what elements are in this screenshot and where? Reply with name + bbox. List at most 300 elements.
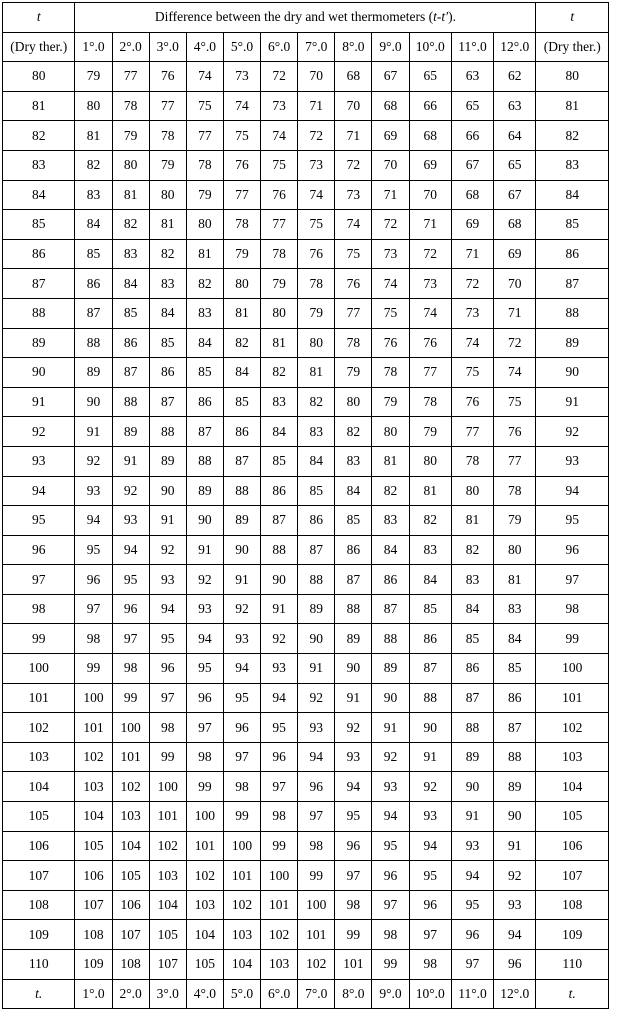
dew-value-cell: 83 — [409, 535, 451, 565]
header-diff-11: 11°.0 — [451, 32, 493, 62]
dew-value-cell: 85 — [298, 476, 335, 506]
dew-value-cell: 88 — [372, 624, 409, 654]
dew-value-cell: 92 — [223, 594, 260, 624]
table-row — [3, 269, 609, 299]
dew-value-cell: 65 — [494, 150, 536, 180]
dry-temp-left: 95 — [3, 506, 75, 536]
dew-value-cell: 81 — [223, 298, 260, 328]
dew-value-cell: 88 — [409, 683, 451, 713]
dew-value-cell: 78 — [112, 91, 149, 121]
dew-value-cell: 109 — [75, 950, 112, 980]
dew-value-cell: 85 — [186, 358, 223, 388]
dew-value-cell: 76 — [451, 387, 493, 417]
dew-value-cell: 72 — [261, 62, 298, 92]
dew-value-cell: 97 — [409, 920, 451, 950]
dry-temp-left: 98 — [3, 594, 75, 624]
dew-value-cell: 83 — [186, 298, 223, 328]
dry-temp-right: 104 — [536, 772, 609, 802]
dry-temp-left: 84 — [3, 180, 75, 210]
dew-value-cell: 83 — [335, 446, 372, 476]
dew-value-cell: 97 — [335, 861, 372, 891]
dew-value-cell: 107 — [112, 920, 149, 950]
dew-value-cell: 98 — [261, 802, 298, 832]
dew-value-cell: 75 — [261, 150, 298, 180]
table-row — [3, 358, 609, 388]
table-row — [3, 387, 609, 417]
dry-temp-right: 102 — [536, 713, 609, 743]
dew-value-cell: 70 — [298, 62, 335, 92]
dew-value-cell: 88 — [451, 713, 493, 743]
dew-value-cell: 100 — [186, 802, 223, 832]
dew-value-cell: 103 — [149, 861, 186, 891]
dew-value-cell: 96 — [494, 950, 536, 980]
dry-ther-label-left: (Dry ther.) — [3, 32, 75, 62]
dew-value-cell: 77 — [335, 298, 372, 328]
dew-value-cell: 100 — [223, 831, 260, 861]
dew-value-cell: 80 — [261, 298, 298, 328]
dew-value-cell: 63 — [494, 91, 536, 121]
dew-value-cell: 82 — [409, 506, 451, 536]
dew-value-cell: 93 — [335, 742, 372, 772]
dew-value-cell: 94 — [149, 594, 186, 624]
dry-temp-right: 86 — [536, 239, 609, 269]
dew-value-cell: 75 — [451, 358, 493, 388]
dew-value-cell: 90 — [298, 624, 335, 654]
dry-temp-right: 84 — [536, 180, 609, 210]
dew-value-cell: 87 — [261, 506, 298, 536]
dew-value-cell: 94 — [261, 683, 298, 713]
dew-value-cell: 92 — [372, 742, 409, 772]
dew-value-cell: 107 — [149, 950, 186, 980]
dew-value-cell: 86 — [261, 476, 298, 506]
dew-value-cell: 69 — [494, 239, 536, 269]
dew-value-cell: 68 — [451, 180, 493, 210]
dew-value-cell: 98 — [186, 742, 223, 772]
dew-value-cell: 82 — [223, 328, 260, 358]
dew-value-cell: 67 — [372, 62, 409, 92]
dew-value-cell: 85 — [451, 624, 493, 654]
dry-temp-left: 91 — [3, 387, 75, 417]
dew-value-cell: 89 — [451, 742, 493, 772]
dew-value-cell: 79 — [112, 121, 149, 151]
dew-value-cell: 76 — [409, 328, 451, 358]
dry-temp-left: 99 — [3, 624, 75, 654]
dew-value-cell: 76 — [298, 239, 335, 269]
dew-value-cell: 78 — [494, 476, 536, 506]
dry-temp-left: 93 — [3, 446, 75, 476]
dew-value-cell: 85 — [494, 654, 536, 684]
dew-value-cell: 96 — [149, 654, 186, 684]
dew-value-cell: 96 — [186, 683, 223, 713]
footer-diff-2: 2°.0 — [112, 979, 149, 1009]
dry-temp-right: 108 — [536, 890, 609, 920]
dew-value-cell: 103 — [223, 920, 260, 950]
dew-value-cell: 85 — [409, 594, 451, 624]
dew-value-cell: 96 — [451, 920, 493, 950]
dry-temp-left: 103 — [3, 742, 75, 772]
dew-value-cell: 91 — [186, 535, 223, 565]
dew-value-cell: 83 — [451, 565, 493, 595]
dew-value-cell: 101 — [335, 950, 372, 980]
dew-value-cell: 101 — [149, 802, 186, 832]
table-row — [3, 565, 609, 595]
dew-value-cell: 104 — [149, 890, 186, 920]
dew-value-cell: 74 — [261, 121, 298, 151]
dew-value-cell: 81 — [149, 210, 186, 240]
dew-value-cell: 84 — [75, 210, 112, 240]
dew-value-cell: 98 — [223, 772, 260, 802]
dry-temp-left: 81 — [3, 91, 75, 121]
dew-value-cell: 65 — [451, 91, 493, 121]
table-row — [3, 180, 609, 210]
dew-value-cell: 99 — [223, 802, 260, 832]
dew-value-cell: 87 — [409, 654, 451, 684]
table-row — [3, 210, 609, 240]
dry-temp-right: 89 — [536, 328, 609, 358]
dry-temp-right: 87 — [536, 269, 609, 299]
dew-value-cell: 77 — [112, 62, 149, 92]
dew-value-cell: 96 — [75, 565, 112, 595]
dew-value-cell: 79 — [298, 298, 335, 328]
dew-value-cell: 88 — [75, 328, 112, 358]
dew-value-cell: 91 — [372, 713, 409, 743]
dew-value-cell: 84 — [409, 565, 451, 595]
dry-temp-left: 100 — [3, 654, 75, 684]
dew-value-cell: 94 — [223, 654, 260, 684]
dew-value-cell: 72 — [409, 239, 451, 269]
dew-value-cell: 87 — [372, 594, 409, 624]
dew-value-cell: 84 — [372, 535, 409, 565]
dew-value-cell: 86 — [372, 565, 409, 595]
table-row — [3, 121, 609, 151]
dew-point-table — [2, 2, 609, 1009]
dew-value-cell: 76 — [494, 417, 536, 447]
dew-value-cell: 102 — [298, 950, 335, 980]
dew-value-cell: 90 — [451, 772, 493, 802]
dew-value-cell: 75 — [186, 91, 223, 121]
dew-value-cell: 104 — [223, 950, 260, 980]
dew-value-cell: 86 — [335, 535, 372, 565]
table-row — [3, 831, 609, 861]
dry-temp-left: 89 — [3, 328, 75, 358]
dew-value-cell: 75 — [494, 387, 536, 417]
dew-value-cell: 72 — [451, 269, 493, 299]
dew-value-cell: 93 — [75, 476, 112, 506]
dew-value-cell: 87 — [335, 565, 372, 595]
dew-value-cell: 83 — [149, 269, 186, 299]
dew-value-cell: 98 — [335, 890, 372, 920]
dew-value-cell: 101 — [112, 742, 149, 772]
dew-value-cell: 96 — [372, 861, 409, 891]
t-footer-right: t. — [536, 979, 609, 1009]
dew-value-cell: 85 — [223, 387, 260, 417]
table-row — [3, 417, 609, 447]
dew-value-cell: 78 — [149, 121, 186, 151]
dew-value-cell: 76 — [335, 269, 372, 299]
dew-value-cell: 88 — [223, 476, 260, 506]
dew-value-cell: 86 — [112, 328, 149, 358]
dew-value-cell: 82 — [451, 535, 493, 565]
header-diff-10: 10°.0 — [409, 32, 451, 62]
dew-value-cell: 97 — [261, 772, 298, 802]
dew-value-cell: 98 — [298, 831, 335, 861]
dew-value-cell: 93 — [149, 565, 186, 595]
dew-value-cell: 95 — [335, 802, 372, 832]
dew-value-cell: 87 — [223, 446, 260, 476]
footer-diff-6: 6°.0 — [261, 979, 298, 1009]
dew-value-cell: 105 — [75, 831, 112, 861]
dew-value-cell: 63 — [451, 62, 493, 92]
dry-temp-right: 88 — [536, 298, 609, 328]
dry-temp-right: 107 — [536, 861, 609, 891]
dew-value-cell: 84 — [298, 446, 335, 476]
dew-value-cell: 90 — [409, 713, 451, 743]
dew-value-cell: 85 — [75, 239, 112, 269]
dew-value-cell: 90 — [186, 506, 223, 536]
dry-temp-left: 83 — [3, 150, 75, 180]
dew-value-cell: 104 — [186, 920, 223, 950]
dew-value-cell: 75 — [335, 239, 372, 269]
footer-diff-10: 10°.0 — [409, 979, 451, 1009]
dew-value-cell: 93 — [112, 506, 149, 536]
dew-value-cell: 83 — [112, 239, 149, 269]
dew-value-cell: 71 — [298, 91, 335, 121]
dew-value-cell: 81 — [186, 239, 223, 269]
dew-value-cell: 72 — [372, 210, 409, 240]
dew-value-cell: 97 — [223, 742, 260, 772]
table-row — [3, 802, 609, 832]
dew-value-cell: 89 — [494, 772, 536, 802]
dew-value-cell: 85 — [335, 506, 372, 536]
dew-value-cell: 76 — [149, 62, 186, 92]
dew-value-cell: 90 — [75, 387, 112, 417]
table-row — [3, 476, 609, 506]
dew-value-cell: 95 — [409, 861, 451, 891]
dew-value-cell: 71 — [451, 239, 493, 269]
dew-value-cell: 75 — [223, 121, 260, 151]
dry-temp-right: 85 — [536, 210, 609, 240]
dew-value-cell: 88 — [335, 594, 372, 624]
dry-temp-right: 83 — [536, 150, 609, 180]
dry-temp-left: 87 — [3, 269, 75, 299]
dew-value-cell: 89 — [335, 624, 372, 654]
dew-value-cell: 82 — [261, 358, 298, 388]
dew-value-cell: 86 — [75, 269, 112, 299]
dew-value-cell: 95 — [186, 654, 223, 684]
dew-value-cell: 81 — [75, 121, 112, 151]
dew-value-cell: 64 — [494, 121, 536, 151]
footer-diff-3: 3°.0 — [149, 979, 186, 1009]
dry-temp-left: 92 — [3, 417, 75, 447]
dew-value-cell: 105 — [186, 950, 223, 980]
dew-value-cell: 72 — [494, 328, 536, 358]
dew-value-cell: 99 — [75, 654, 112, 684]
dew-value-cell: 74 — [494, 358, 536, 388]
dew-value-cell: 70 — [494, 269, 536, 299]
dew-value-cell: 80 — [409, 446, 451, 476]
dew-value-cell: 82 — [372, 476, 409, 506]
dew-value-cell: 91 — [409, 742, 451, 772]
dew-value-cell: 93 — [451, 831, 493, 861]
dew-value-cell: 84 — [112, 269, 149, 299]
dew-value-cell: 81 — [298, 358, 335, 388]
footer-diff-4: 4°.0 — [186, 979, 223, 1009]
dew-value-cell: 71 — [335, 121, 372, 151]
header-row-title — [3, 3, 609, 33]
dew-value-cell: 96 — [223, 713, 260, 743]
dew-value-cell: 87 — [149, 387, 186, 417]
dew-value-cell: 84 — [186, 328, 223, 358]
dew-value-cell: 81 — [494, 565, 536, 595]
dry-temp-left: 97 — [3, 565, 75, 595]
dew-value-cell: 108 — [75, 920, 112, 950]
dew-value-cell: 100 — [149, 772, 186, 802]
dew-value-cell: 101 — [261, 890, 298, 920]
dew-value-cell: 77 — [186, 121, 223, 151]
dew-value-cell: 84 — [451, 594, 493, 624]
dew-value-cell: 71 — [372, 180, 409, 210]
dry-temp-right: 100 — [536, 654, 609, 684]
dew-value-cell: 70 — [372, 150, 409, 180]
dew-value-cell: 97 — [75, 594, 112, 624]
dew-value-cell: 97 — [372, 890, 409, 920]
table-row — [3, 713, 609, 743]
table-row — [3, 91, 609, 121]
dew-value-cell: 102 — [149, 831, 186, 861]
dew-value-cell: 91 — [75, 417, 112, 447]
dew-value-cell: 78 — [335, 328, 372, 358]
dew-value-cell: 96 — [261, 742, 298, 772]
dew-value-cell: 90 — [261, 565, 298, 595]
dew-value-cell: 77 — [494, 446, 536, 476]
dew-value-cell: 78 — [451, 446, 493, 476]
dry-temp-left: 105 — [3, 802, 75, 832]
dew-value-cell: 88 — [494, 742, 536, 772]
dew-value-cell: 85 — [149, 328, 186, 358]
dew-value-cell: 68 — [372, 91, 409, 121]
dry-temp-left: 102 — [3, 713, 75, 743]
dew-value-cell: 87 — [112, 358, 149, 388]
dew-value-cell: 101 — [298, 920, 335, 950]
dew-value-cell: 78 — [261, 239, 298, 269]
table-row — [3, 683, 609, 713]
dew-value-cell: 69 — [451, 210, 493, 240]
dew-value-cell: 91 — [451, 802, 493, 832]
dew-value-cell: 103 — [75, 772, 112, 802]
dew-value-cell: 99 — [261, 831, 298, 861]
dew-value-cell: 67 — [494, 180, 536, 210]
dew-value-cell: 93 — [494, 890, 536, 920]
dew-value-cell: 69 — [409, 150, 451, 180]
dew-value-cell: 81 — [112, 180, 149, 210]
dew-value-cell: 96 — [298, 772, 335, 802]
dew-value-cell: 102 — [186, 861, 223, 891]
dew-value-cell: 95 — [372, 831, 409, 861]
dew-value-cell: 73 — [335, 180, 372, 210]
dew-value-cell: 108 — [112, 950, 149, 980]
dew-value-cell: 99 — [186, 772, 223, 802]
dew-value-cell: 82 — [335, 417, 372, 447]
footer-diff-11: 11°.0 — [451, 979, 493, 1009]
dry-temp-left: 106 — [3, 831, 75, 861]
dew-value-cell: 95 — [75, 535, 112, 565]
dew-value-cell: 100 — [261, 861, 298, 891]
dew-value-cell: 74 — [223, 91, 260, 121]
dew-value-cell: 107 — [75, 890, 112, 920]
dew-value-cell: 82 — [112, 210, 149, 240]
dew-value-cell: 79 — [75, 62, 112, 92]
dew-value-cell: 91 — [223, 565, 260, 595]
dew-value-cell: 92 — [494, 861, 536, 891]
dry-temp-right: 81 — [536, 91, 609, 121]
dew-value-cell: 77 — [261, 210, 298, 240]
dew-value-cell: 78 — [223, 210, 260, 240]
dew-value-cell: 77 — [409, 358, 451, 388]
dry-temp-right: 110 — [536, 950, 609, 980]
dry-temp-right: 96 — [536, 535, 609, 565]
dew-value-cell: 93 — [409, 802, 451, 832]
dew-value-cell: 101 — [75, 713, 112, 743]
dew-value-cell: 100 — [298, 890, 335, 920]
dew-value-cell: 75 — [298, 210, 335, 240]
dry-temp-right: 105 — [536, 802, 609, 832]
dew-value-cell: 76 — [261, 180, 298, 210]
dew-value-cell: 79 — [149, 150, 186, 180]
dew-value-cell: 74 — [186, 62, 223, 92]
dew-value-cell: 87 — [494, 713, 536, 743]
dew-value-cell: 76 — [223, 150, 260, 180]
dew-value-cell: 73 — [409, 269, 451, 299]
dew-value-cell: 92 — [112, 476, 149, 506]
header-row-differences — [3, 32, 609, 62]
table-row — [3, 150, 609, 180]
table-body — [3, 62, 609, 979]
dew-value-cell: 90 — [335, 654, 372, 684]
dew-value-cell: 103 — [112, 802, 149, 832]
dew-value-cell: 92 — [409, 772, 451, 802]
dew-value-cell: 99 — [112, 683, 149, 713]
dew-value-cell: 102 — [261, 920, 298, 950]
dew-value-cell: 97 — [112, 624, 149, 654]
dew-value-cell: 89 — [186, 476, 223, 506]
table-row — [3, 654, 609, 684]
dew-value-cell: 73 — [372, 239, 409, 269]
dew-value-cell: 96 — [335, 831, 372, 861]
dew-value-cell: 79 — [223, 239, 260, 269]
dew-value-cell: 94 — [298, 742, 335, 772]
dew-value-cell: 74 — [298, 180, 335, 210]
dew-value-cell: 80 — [112, 150, 149, 180]
table-row — [3, 772, 609, 802]
dew-value-cell: 82 — [149, 239, 186, 269]
dew-value-cell: 83 — [298, 417, 335, 447]
dew-value-cell: 98 — [149, 713, 186, 743]
dry-temp-right: 106 — [536, 831, 609, 861]
dew-value-cell: 93 — [298, 713, 335, 743]
dew-value-cell: 81 — [451, 506, 493, 536]
dew-value-cell: 104 — [112, 831, 149, 861]
table-title — [75, 3, 536, 33]
dew-value-cell: 83 — [372, 506, 409, 536]
footer-diff-5: 5°.0 — [223, 979, 260, 1009]
table-row — [3, 506, 609, 536]
dew-value-cell: 102 — [112, 772, 149, 802]
table-row — [3, 446, 609, 476]
dew-value-cell: 84 — [335, 476, 372, 506]
dew-value-cell: 86 — [298, 506, 335, 536]
dew-value-cell: 71 — [494, 298, 536, 328]
dew-value-cell: 94 — [494, 920, 536, 950]
